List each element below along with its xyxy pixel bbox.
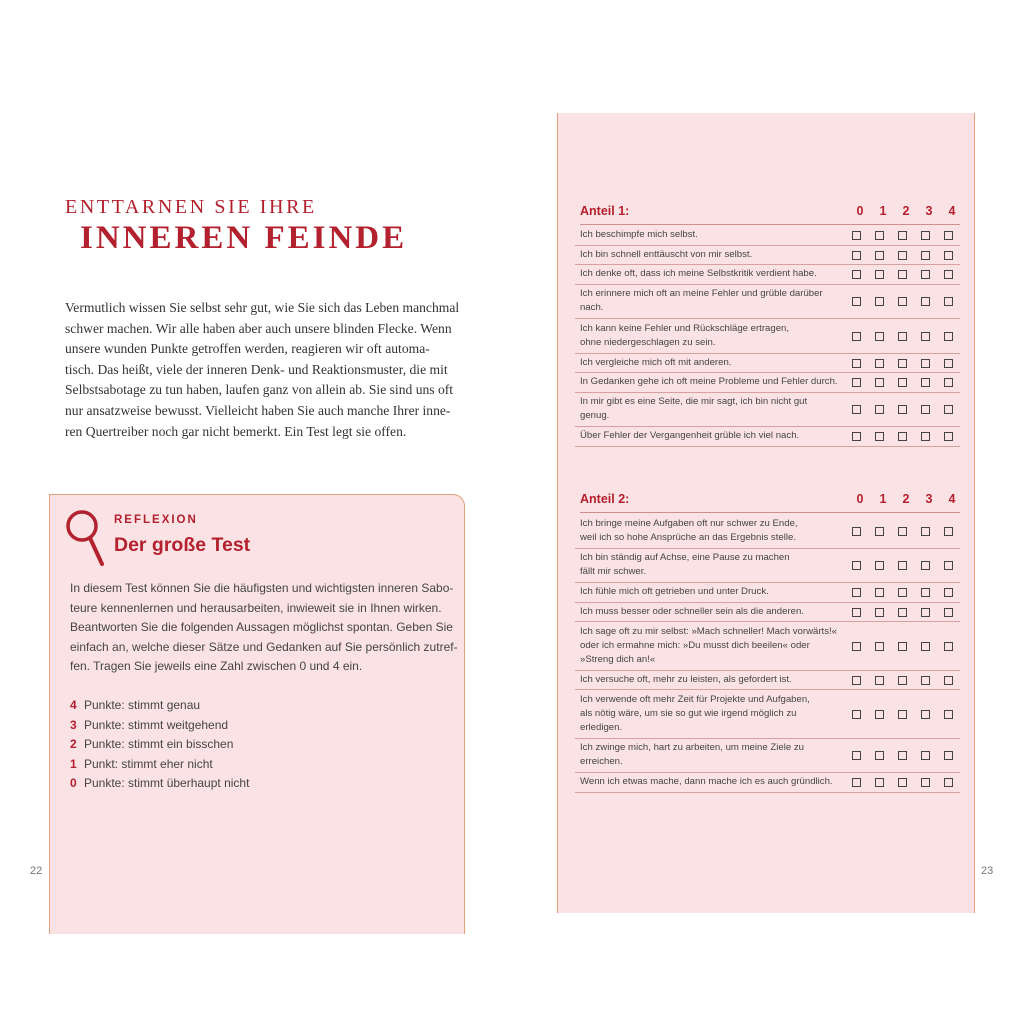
score-checkbox[interactable] [852, 751, 861, 760]
score-checkbox[interactable] [898, 710, 907, 719]
score-checkbox[interactable] [898, 588, 907, 597]
score-checkbox[interactable] [898, 778, 907, 787]
section-label: Anteil 2: [580, 492, 630, 506]
score-checkbox[interactable] [898, 432, 907, 441]
score-number: 3 [70, 717, 77, 732]
test-statement-row [575, 285, 960, 320]
reflexion-text-line: Beantworten Sie die folgenden Aussagen möglichst spontan. Geben Sie [70, 620, 453, 635]
title-line-2: INNEREN FEINDE [80, 220, 408, 256]
score-checkbox[interactable] [852, 561, 861, 570]
score-checkbox[interactable] [898, 270, 907, 279]
score-checkbox[interactable] [875, 710, 884, 719]
test-statement-row [575, 354, 960, 374]
statement-text: Ich muss besser oder schneller sein als die anderen. [580, 605, 804, 617]
score-checkbox[interactable] [898, 378, 907, 387]
statement-text: Ich bringe meine Aufgaben oft nur schwer zu Ende, weil ich so hohe Ansprüche an das Ergebnis stelle. [580, 517, 798, 543]
score-legend-item [70, 735, 249, 755]
statement-text: Ich versuche oft, mehr zu leisten, als gefordert ist. [580, 673, 792, 685]
score-checkbox[interactable] [875, 251, 884, 260]
statement-text: Ich beschimpfe mich selbst. [580, 229, 698, 241]
test-statement-row [575, 226, 960, 246]
score-checkbox[interactable] [944, 751, 953, 760]
score-checkbox[interactable] [875, 527, 884, 536]
score-legend-item [70, 774, 249, 794]
score-checkbox[interactable] [921, 676, 930, 685]
test-statement-row [575, 393, 960, 428]
score-checkbox[interactable] [944, 642, 953, 651]
score-checkbox[interactable] [921, 608, 930, 617]
score-checkbox[interactable] [875, 359, 884, 368]
statement-text: Ich verwende oft mehr Zeit für Projekte und Aufgaben, als nötig wäre, um sie so gut wie irgend möglich zu erledigen. [580, 693, 810, 733]
intro-paragraph [65, 298, 465, 442]
score-checkbox[interactable] [898, 608, 907, 617]
test-statement-row [575, 549, 960, 584]
reflexion-text-line: teure kennenlernen und herausarbeiten, inwieweit sie in Ihnen wirken. [70, 600, 442, 615]
score-checkbox[interactable] [852, 710, 861, 719]
score-checkbox[interactable] [944, 710, 953, 719]
statement-text: Ich erinnere mich oft an meine Fehler und grüble darüber nach. [580, 288, 823, 314]
score-checkbox[interactable] [898, 561, 907, 570]
score-checkbox[interactable] [898, 751, 907, 760]
score-checkbox[interactable] [921, 561, 930, 570]
score-checkbox[interactable] [944, 676, 953, 685]
score-checkbox[interactable] [852, 778, 861, 787]
statement-text: Ich bin schnell enttäuscht von mir selbst. [580, 248, 753, 260]
score-column-label: 2 [902, 492, 910, 506]
test-statement-row [575, 265, 960, 285]
score-column-label: 3 [925, 204, 933, 218]
statement-text: Ich kann keine Fehler und Rückschläge ertragen, ohne niedergeschlagen zu sein. [580, 322, 790, 348]
score-checkbox[interactable] [875, 561, 884, 570]
score-checkbox[interactable] [921, 778, 930, 787]
score-checkbox[interactable] [921, 359, 930, 368]
score-checkbox[interactable] [921, 527, 930, 536]
score-legend-item [70, 755, 249, 775]
magnifier-icon [64, 508, 106, 568]
test-statement-row [575, 246, 960, 266]
test-statement-row [575, 671, 960, 691]
title-line-1: ENTTARNEN SIE IHRE [65, 196, 317, 218]
score-checkbox[interactable] [898, 527, 907, 536]
score-checkbox[interactable] [852, 378, 861, 387]
score-checkbox[interactable] [921, 251, 930, 260]
score-checkbox[interactable] [898, 642, 907, 651]
score-checkbox[interactable] [852, 432, 861, 441]
score-checkbox[interactable] [921, 378, 930, 387]
score-legend [70, 696, 249, 794]
intro-line: Vermutlich wissen Sie selbst sehr gut, wie Sie sich das Leben manchmal [65, 300, 460, 315]
score-legend-item [70, 696, 249, 716]
score-checkbox[interactable] [921, 751, 930, 760]
score-checkbox[interactable] [921, 297, 930, 306]
statement-text: Ich sage oft zu mir selbst: »Mach schneller! Mach vorwärts!« oder ich ermahne mich: »Du musst dich beeilen« oder »Streng dich an!« [580, 625, 837, 665]
intro-line: Selbstsabotage zu tun haben, laufen ganz von allein ab. Sie sind uns oft [65, 382, 454, 398]
score-checkbox[interactable] [875, 231, 884, 240]
intro-line: unsere wunden Punkte getroffen werden, reagieren wir oft automa- [65, 341, 430, 357]
intro-line: ren Quertreiber noch gar nicht bemerkt. Ein Test legt sie offen. [65, 423, 407, 439]
intro-line: tisch. Das heißt, viele der inneren Denk- und Reaktionsmuster, die mit [65, 361, 448, 377]
test-statement-row [575, 690, 960, 739]
score-column-label: 1 [879, 204, 887, 218]
score-checkbox[interactable] [852, 332, 861, 341]
page-number-right: 23 [981, 865, 994, 877]
reflexion-text-line: In diesem Test können Sie die häufigsten und wichtigsten inneren Sabo- [70, 581, 454, 595]
section-items [575, 226, 960, 447]
section-items [575, 514, 960, 793]
score-description: Punkte: stimmt überhaupt nicht [84, 776, 250, 790]
reflexion-text-line: fen. Tragen Sie jeweils eine Zahl zwischen 0 und 4 ein. [70, 659, 363, 674]
test-statement-row [575, 319, 960, 354]
statement-text: Ich bin ständig auf Achse, eine Pause zu machen fällt mir schwer. [580, 552, 790, 578]
score-checkbox[interactable] [921, 332, 930, 341]
score-checkbox[interactable] [944, 527, 953, 536]
score-checkbox[interactable] [921, 710, 930, 719]
score-checkbox[interactable] [898, 676, 907, 685]
score-column-label: 0 [856, 204, 864, 218]
score-checkbox[interactable] [852, 676, 861, 685]
score-checkbox[interactable] [875, 297, 884, 306]
test-statement-row [575, 514, 960, 549]
test-statement-row [575, 773, 960, 793]
test-statement-row [575, 622, 960, 671]
score-checkbox[interactable] [875, 378, 884, 387]
statement-text: Ich vergleiche mich oft mit anderen. [580, 356, 732, 368]
score-checkbox[interactable] [852, 642, 861, 651]
score-checkbox[interactable] [875, 270, 884, 279]
score-checkbox[interactable] [921, 405, 930, 414]
reflexion-text [70, 579, 458, 677]
statement-text: Über Fehler der Vergangenheit grüble ich viel nach. [580, 430, 800, 442]
score-column-label: 4 [948, 492, 956, 506]
score-checkbox[interactable] [944, 251, 953, 260]
test-statement-row [575, 583, 960, 603]
score-checkbox[interactable] [921, 642, 930, 651]
score-column-label: 1 [879, 492, 887, 506]
score-checkbox[interactable] [898, 251, 907, 260]
score-checkbox[interactable] [852, 359, 861, 368]
score-number: 4 [70, 698, 77, 712]
test-statement-row [575, 739, 960, 774]
intro-line: nur ansatzweise bewusst. Vielleicht haben Sie auch manche Ihrer inne- [65, 402, 451, 418]
statement-text: In Gedanken gehe ich oft meine Probleme und Fehler durch. [580, 376, 838, 388]
reflexion-title: Der große Test [114, 534, 251, 556]
statement-text: Ich zwinge mich, hart zu arbeiten, um meine Ziele zu erreichen. [580, 742, 804, 768]
score-checkbox[interactable] [944, 270, 953, 279]
statement-text: In mir gibt es eine Seite, die mir sagt, ich bin nicht gut genug. [580, 396, 808, 422]
section-label: Anteil 1: [580, 204, 630, 218]
score-checkbox[interactable] [944, 405, 953, 414]
score-checkbox[interactable] [852, 251, 861, 260]
score-description: Punkte: stimmt ein bisschen [84, 737, 234, 751]
score-checkbox[interactable] [921, 432, 930, 441]
score-checkbox[interactable] [852, 608, 861, 617]
score-checkbox[interactable] [944, 778, 953, 787]
score-column-label: 0 [856, 492, 864, 506]
score-description: Punkte: stimmt genau [84, 698, 201, 712]
score-number: 0 [70, 776, 77, 790]
score-checkbox[interactable] [898, 297, 907, 306]
score-checkbox[interactable] [944, 378, 953, 387]
score-checkbox[interactable] [898, 332, 907, 341]
score-checkbox[interactable] [944, 297, 953, 306]
section-header [580, 198, 960, 225]
score-checkbox[interactable] [875, 332, 884, 341]
score-checkbox[interactable] [875, 676, 884, 685]
section-header [580, 486, 960, 513]
score-checkbox[interactable] [898, 405, 907, 414]
score-checkbox[interactable] [852, 405, 861, 414]
score-checkbox[interactable] [875, 751, 884, 760]
score-checkbox[interactable] [852, 270, 861, 279]
score-checkbox[interactable] [944, 588, 953, 597]
score-number: 1 [70, 756, 77, 771]
page-number-left: 22 [30, 865, 43, 877]
score-checkbox[interactable] [944, 432, 953, 441]
reflexion-label: REFLEXION [114, 514, 198, 526]
score-checkbox[interactable] [852, 527, 861, 536]
score-checkbox[interactable] [944, 608, 953, 617]
score-checkbox[interactable] [875, 642, 884, 651]
score-checkbox[interactable] [944, 332, 953, 341]
score-checkbox[interactable] [875, 588, 884, 597]
score-column-label: 4 [948, 204, 956, 218]
score-checkbox[interactable] [852, 297, 861, 306]
score-checkbox[interactable] [875, 405, 884, 414]
score-column-label: 3 [925, 492, 933, 506]
score-checkbox[interactable] [875, 432, 884, 441]
score-legend-item [70, 716, 249, 736]
score-checkbox[interactable] [898, 231, 907, 240]
score-number: 2 [70, 737, 77, 751]
test-statement-row [575, 427, 960, 447]
statement-text: Wenn ich etwas mache, dann mache ich es auch gründlich. [580, 776, 833, 788]
reflexion-text-line: einfach an, welche dieser Sätze und Gedanken auf Sie persönlich zutref- [70, 639, 458, 654]
score-checkbox[interactable] [944, 561, 953, 570]
score-checkbox[interactable] [852, 231, 861, 240]
statement-text: Ich denke oft, dass ich meine Selbstkritik verdient habe. [580, 268, 817, 280]
score-checkbox[interactable] [921, 270, 930, 279]
test-statement-row [575, 603, 960, 623]
score-description: Punkte: stimmt weitgehend [84, 717, 229, 732]
score-column-label: 2 [902, 204, 910, 218]
statement-text: Ich fühle mich oft getrieben und unter Druck. [580, 586, 769, 598]
score-checkbox[interactable] [944, 231, 953, 240]
score-checkbox[interactable] [921, 588, 930, 597]
test-statement-row [575, 373, 960, 393]
score-checkbox[interactable] [875, 778, 884, 787]
score-checkbox[interactable] [898, 359, 907, 368]
score-checkbox[interactable] [852, 588, 861, 597]
score-checkbox[interactable] [921, 231, 930, 240]
score-checkbox[interactable] [875, 608, 884, 617]
score-checkbox[interactable] [944, 359, 953, 368]
intro-line: schwer machen. Wir alle haben aber auch unsere blinden Flecke. Wenn [65, 320, 452, 336]
score-description: Punkt: stimmt eher nicht [84, 756, 213, 771]
